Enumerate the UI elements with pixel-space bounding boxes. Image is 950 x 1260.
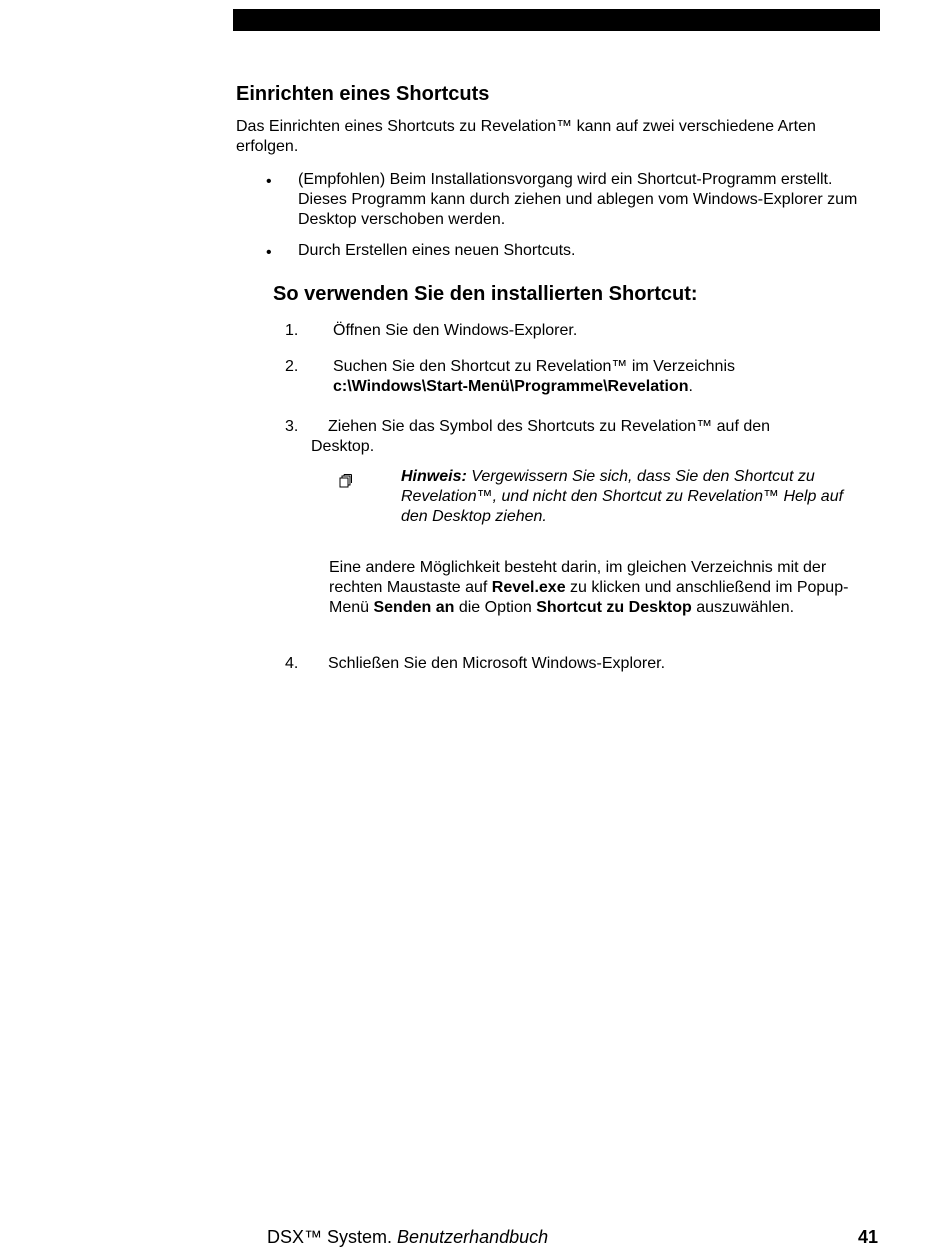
bullet-item: (Empfohlen) Beim Installationsvorgang wird ein Shortcut-Programm erstellt. Dieses Programm kann durch ziehen und ablegen vom Windows-Explorer zum Desktop verschoben werden. bbox=[298, 171, 858, 228]
step-number: 2. bbox=[285, 358, 299, 375]
step-number: 3. bbox=[285, 418, 299, 435]
step-text-continued: Desktop. bbox=[311, 438, 375, 455]
alternative-paragraph bbox=[329, 558, 874, 618]
path-end: . bbox=[688, 378, 693, 395]
step-text: Schließen Sie den Microsoft Windows-Explorer. bbox=[328, 655, 666, 672]
section-heading: Einrichten eines Shortcuts bbox=[236, 83, 490, 105]
note-body: Vergewissern Sie sich, dass Sie den Shortcut zu Revelation™, und nicht den Shortcut zu Revelation™ Help auf den Desktop ziehen. bbox=[401, 468, 844, 525]
note-label: Hinweis: bbox=[401, 468, 467, 485]
bullet-marker: • bbox=[266, 173, 272, 190]
alt-text: zu klicken und anschließend im Popup-Menü bbox=[329, 579, 849, 616]
step-text: Ziehen Sie das Symbol des Shortcuts zu Revelation™ auf den bbox=[328, 418, 771, 435]
note-text bbox=[401, 467, 871, 527]
path-text: c:\Windows\Start-Menü\Programme\Revelation bbox=[333, 378, 689, 395]
alt-text: die Option bbox=[454, 599, 537, 616]
step-text: Suchen Sie den Shortcut zu Revelation™ im Verzeichnis bbox=[333, 358, 735, 375]
header-bar bbox=[233, 9, 880, 31]
alt-text: Eine andere Möglichkeit besteht darin, im gleichen Verzeichnis mit der rechten Maustaste auf bbox=[329, 559, 827, 596]
step-path bbox=[333, 377, 693, 397]
page-number: 41 bbox=[857, 1227, 878, 1247]
note-icon bbox=[339, 474, 353, 493]
bullet-marker: • bbox=[266, 244, 272, 261]
bullet-item: Durch Erstellen eines neuen Shortcuts. bbox=[298, 242, 576, 259]
alt-bold-revel-exe: Revel.exe bbox=[491, 579, 566, 596]
step-number: 1. bbox=[285, 322, 299, 339]
alt-bold-shortcut-desktop: Shortcut zu Desktop bbox=[536, 599, 692, 616]
step-text: Öffnen Sie den Windows-Explorer. bbox=[333, 322, 578, 339]
footer-product: DSX™ System. bbox=[267, 1227, 393, 1247]
step-number: 4. bbox=[285, 655, 299, 672]
alt-bold-senden-an: Senden an bbox=[373, 599, 455, 616]
subheading: So verwenden Sie den installierten Shortcut: bbox=[273, 283, 698, 305]
footer-title bbox=[267, 1227, 548, 1248]
footer-manual: Benutzerhandbuch bbox=[397, 1227, 549, 1247]
alt-text: auszuwählen. bbox=[691, 599, 795, 616]
intro-paragraph: Das Einrichten eines Shortcuts zu Revelation™ kann auf zwei verschiedene Arten erfolgen. bbox=[236, 118, 816, 155]
